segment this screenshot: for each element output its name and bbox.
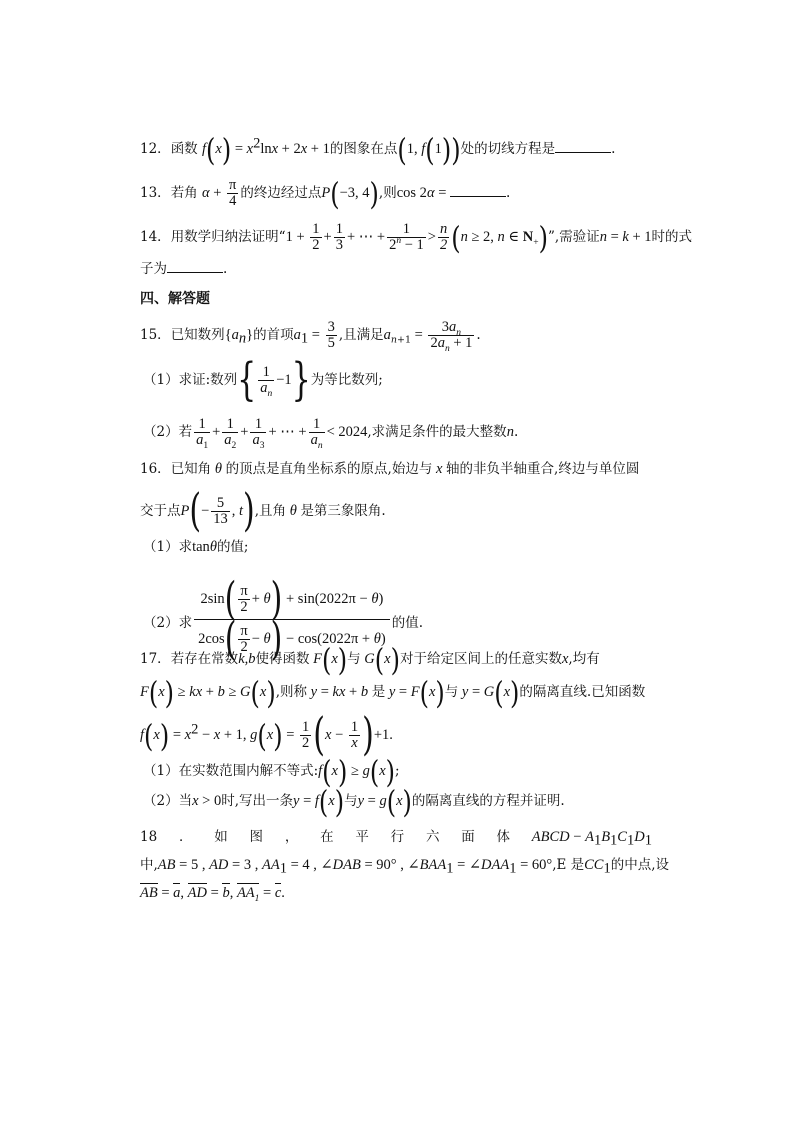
question-16-part-2: （2）求 2sin( $\frac{\pi}{2}$ + θ) + sin(2022π − θ) 2cos( $\frac{\pi}{2}$ − θ) − cos(2022π + θ) 的值.: [143, 573, 423, 666]
question-14: 14．用数学归纳法证明“1 + $\frac{1}{2}$ + $\frac{1}{3}$ + ⋯ + $\frac{1}{2^n - 1}$ > $\frac{n}{2}$ (n ≥ 2, n ∈ $N_+$)”,需验证n = k + 1时的式: [140, 219, 693, 256]
question-15-part-1: （1）求证:数列{ $\frac{1}{a_n}$ −1}为等比数列;: [143, 353, 383, 406]
question-14-cont: 子为 .: [140, 261, 228, 277]
q12-function: f: [201, 141, 207, 157]
question-18: 18 ． 如 图 ， 在 平 行 六 面 体 ABCD − $A_1B_1C_1D_1$: [140, 829, 652, 849]
question-15-part-2: （2）若 $\frac{1}{a_1}$ + $\frac{1}{a_2}$ + $\frac{1}{a_3}$ + ⋯ + $\frac{1}{a_n}$ < 2024,求满足条件的最大整数n.: [143, 416, 519, 451]
question-13: 13．若角 α + $\frac{\pi}{4}$ 的终边经过点P(−3, 4),则cos 2α = .: [140, 175, 511, 212]
question-17-functions: $f(x) = x^2 - x + 1$, g(x) = $\frac{1}{2}$ (x − $\frac{1}{x}$ )+1.: [140, 708, 393, 761]
question-15: 15．已知数列$\{a_n\}$的首项$a_1$ = $\frac{3}{5}$ ,且满足$a_{n+1}$ = $\frac{3a_n}{2a_n + 1}$ .: [140, 319, 481, 354]
question-16: 16．已知角 θ 的顶点是直角坐标系的原点,始边与 x 轴的非负半轴重合,终边与单位圆: [140, 461, 640, 477]
question-17-part-1: （1）在实数范围内解不等式:f(x) ≥ g(x);: [143, 753, 400, 790]
q18-number: 18: [140, 829, 158, 845]
q12-number: 12．: [140, 141, 171, 157]
question-17: 17．若存在常数k,b使得函数 F(x)与 G(x)对于给定区间上的任意实数x,均有: [140, 641, 600, 678]
q14-number: 14．: [140, 229, 171, 245]
q16-number: 16．: [140, 461, 171, 477]
section-heading: 四、解答题: [140, 291, 210, 307]
question-18-cont: 中,AB = 5 , AD = 3 , $AA_1 = 4$ , ∠DAB = 90° , $\angle BAA_1$ = $\angle DAA_1 = 60^\circ,E$ 是$CC_1$的中点,设: [140, 857, 670, 877]
answer-blank[interactable]: [167, 260, 223, 273]
question-12: 12．函数 $f(x) = x^2\ln x + 2x + 1$的图象在点(1, f(1))处的切线方程是 .: [140, 131, 616, 168]
q17-number: 17．: [140, 651, 171, 667]
answer-blank[interactable]: [450, 184, 506, 197]
question-16-cont: 交于点P(− $\frac{5}{13}$ , t),且角 θ 是第三象限角.: [140, 484, 386, 537]
q15-number: 15．: [140, 327, 171, 343]
q13-number: 13．: [140, 185, 171, 201]
question-17-part-2: （2）当x > 0时,写出一条y = f(x)与y = g(x)的隔离直线的方程并证明.: [143, 783, 565, 820]
answer-blank[interactable]: [555, 140, 611, 153]
question-18-vectors: AB = a, AD = b, $AA_1 = c$.: [140, 885, 285, 904]
question-16-part-1: （1）求tanθ的值;: [143, 539, 249, 555]
question-17-cont: F(x) ≥ kx + b ≥ G(x),则称 y = kx + b 是 y = F(x)与 y = G(x)的隔离直线.已知函数: [140, 674, 646, 711]
